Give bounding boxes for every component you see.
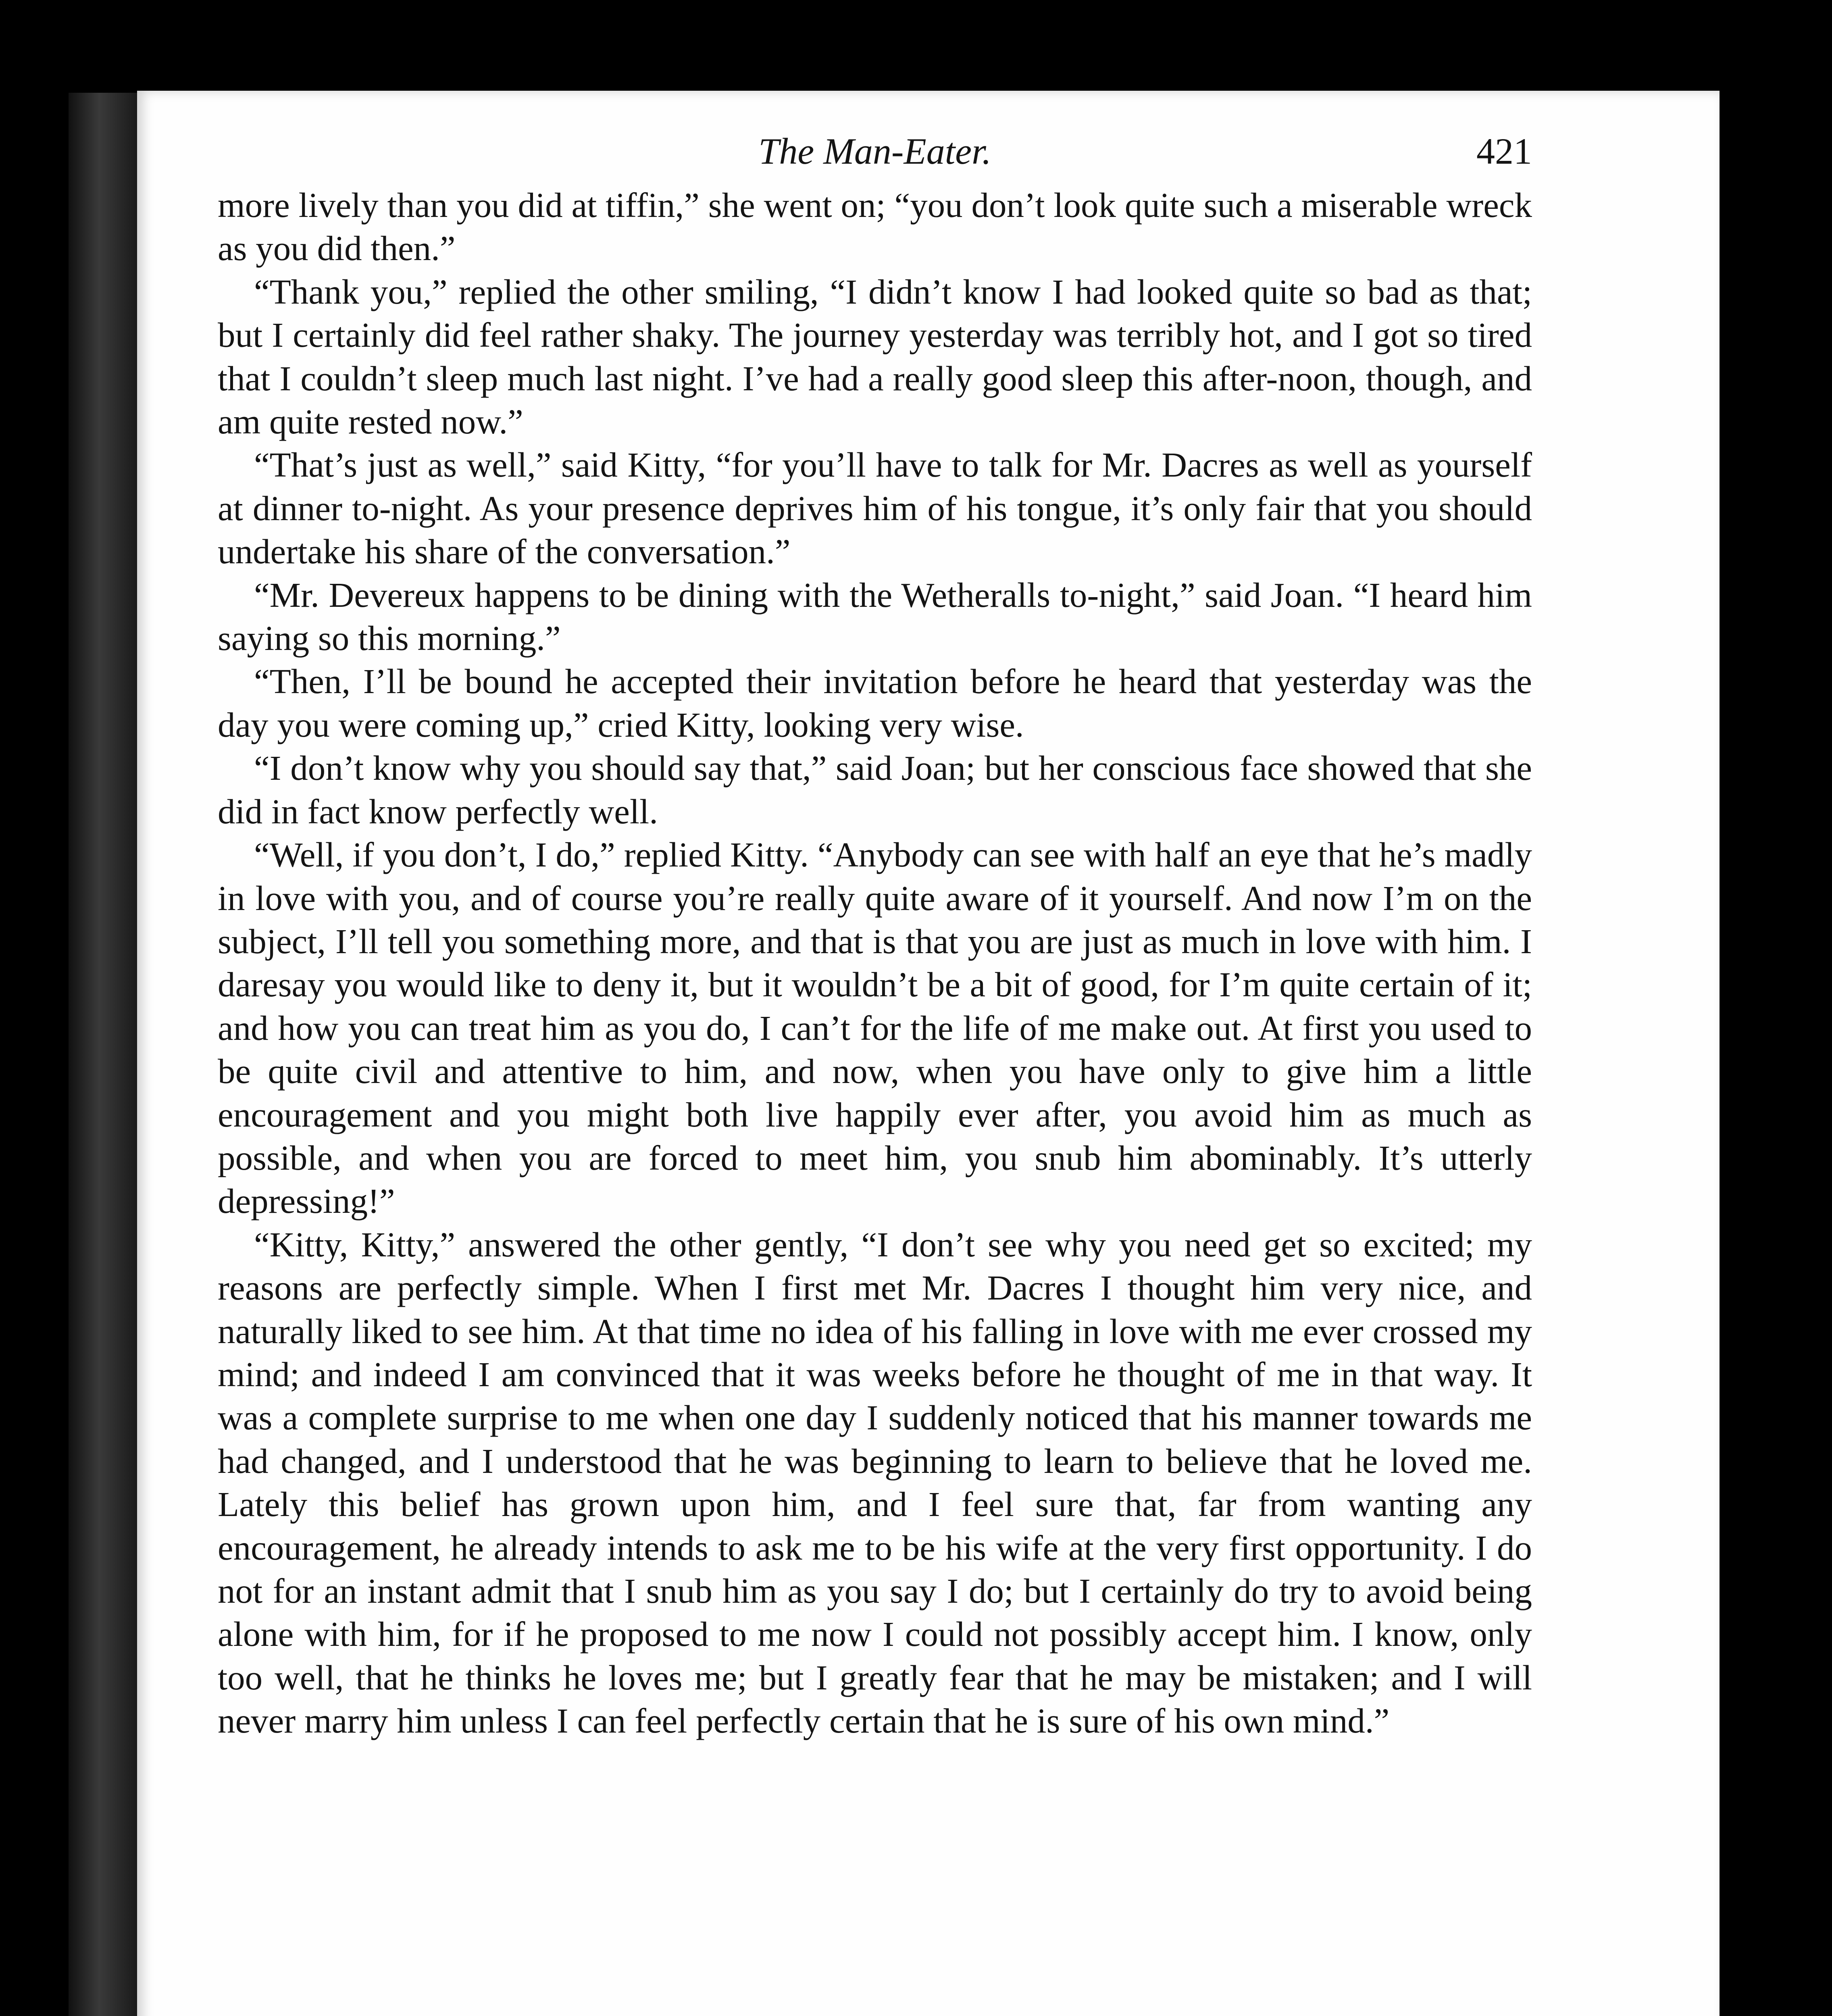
paragraph: “Well, if you don’t, I do,” replied Kitty. “Anybody can see with half an eye that he’s madly in love with you, and of course you’re really quite aware of it yourself. And now I’m on the subject, I’ll tell you something more, and that is that you are just as much in love with him. I daresay you would like to deny it, but it wouldn’t be a bit of good, for I’m quite certain of it; and how you can treat him as you do, I can’t for the life of me make out. At first you used to be quite civil and attentive to him, and now, when you have only to give him a little encouragement and you might both live happily ever after, you avoid him as much as possible, and when you are forced to meet him, you snub him abominably. It’s utterly depressing!”	[218, 835, 1532, 1221]
paragraph: “That’s just as well,” said Kitty, “for you’ll have to talk for Mr. Dacres as well as yourself at dinner to-night. As your presence deprives him of his tongue, it’s only fair that you should undertake his share of the conversation.”	[218, 445, 1532, 571]
book-gutter-shadow	[69, 93, 137, 2016]
paragraph: “Mr. Devereux happens to be dining with the Wetheralls to-night,” said Joan. “I heard him saying so this morning.”	[218, 575, 1532, 658]
running-header	[218, 123, 1532, 179]
running-title: The Man-Eater.	[758, 131, 991, 172]
paragraph-continued: more lively than you did at tiffin,” she went on; “you don’t look quite such a miserable wreck as you did then.”	[218, 185, 1532, 268]
body-text	[218, 183, 1532, 1743]
paragraph: “I don’t know why you should say that,” said Joan; but her conscious face showed that she did in fact know perfectly well.	[218, 748, 1532, 831]
paragraph: “Then, I’ll be bound he accepted their invitation before he heard that yesterday was the day you were coming up,” cried Kitty, looking very wise.	[218, 662, 1532, 744]
paragraph: “Kitty, Kitty,” answered the other gently, “I don’t see why you need get so excited; my reasons are perfectly simple. When I first met Mr. Dacres I thought him very nice, and naturally liked to see him. At that time no idea of his falling in love with me ever crossed my mind; and indeed I am convinced that it was weeks before he thought of me in that way. It was a complete surprise to me when one day I suddenly noticed that his manner towards me had changed, and I understood that he was beginning to learn to believe that he loved me. Lately this belief has grown upon him, and I feel sure that, far from wanting any encouragement, he already intends to ask me to be his wife at the very first opportunity. I do not for an instant admit that I snub him as you say I do; but I certainly do try to avoid being alone with him, for if he proposed to me now I could not possibly accept him. I know, only too well, that he thinks he loves me; but I greatly fear that he may be mistaken; and I will never marry him unless I can feel perfectly certain that he is sure of his own mind.”	[218, 1225, 1532, 1741]
paragraph: “Thank you,” replied the other smiling, “I didn’t know I had looked quite so bad as that; but I certainly did feel rather shaky. The journey yesterday was terribly hot, and I got so tired that I couldn’t sleep much last night. I’ve had a really good sleep this after-noon, though, and am quite rested now.”	[218, 272, 1532, 442]
page-number: 421	[1476, 131, 1532, 172]
